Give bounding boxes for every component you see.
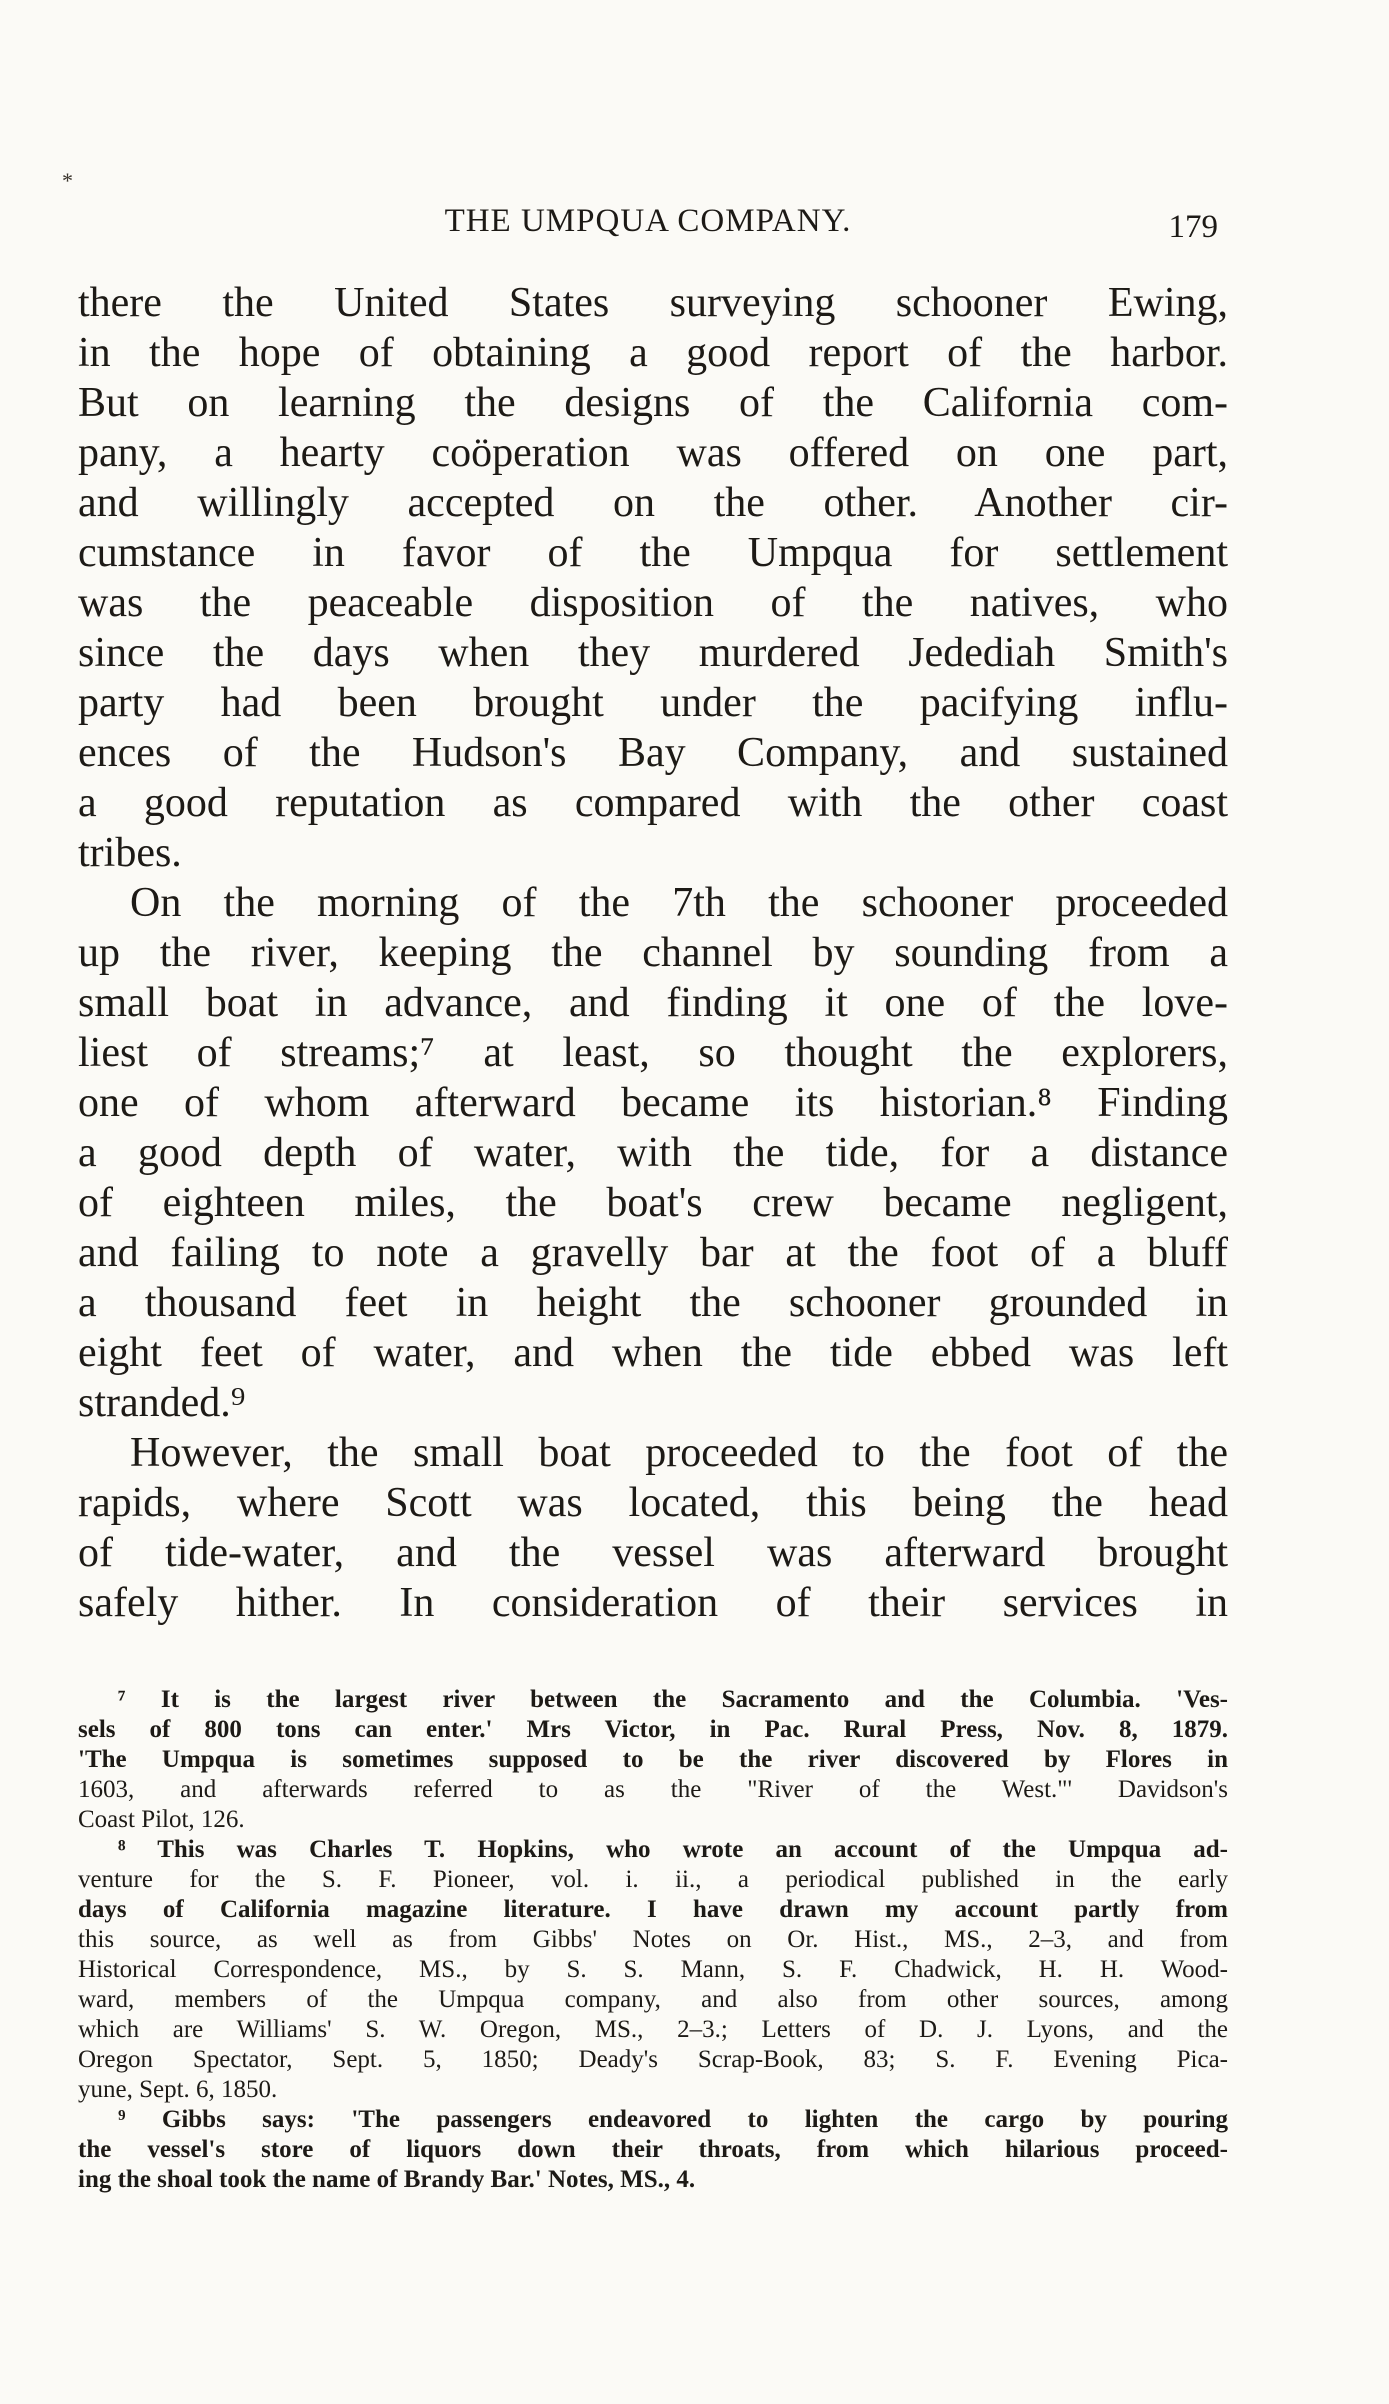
body-line: But on learning the designs of the California com- <box>78 380 1228 426</box>
body-line: a thousand feet in height the schooner grounded in <box>78 1280 1228 1326</box>
body-line: of tide-water, and the vessel was afterward brought <box>78 1530 1228 1576</box>
body-line: since the days when they murdered Jedediah Smith's <box>78 630 1228 676</box>
body-line: one of whom afterward became its historian.⁸ Finding <box>78 1080 1228 1126</box>
page-header <box>78 203 1218 253</box>
footnote-line: 'The Umpqua is sometimes supposed to be the river discovered by Flores in <box>78 1746 1228 1773</box>
footnote-line: days of California magazine literature. I have drawn my account partly from <box>78 1896 1228 1923</box>
body-line: party had been brought under the pacifying influ- <box>78 680 1228 726</box>
footnote-line: this source, as well as from Gibbs' Notes on Or. Hist., MS., 2–3, and from <box>78 1926 1228 1953</box>
body-line: ences of the Hudson's Bay Company, and sustained <box>78 730 1228 776</box>
footnote-line: Coast Pilot, 126. <box>78 1806 245 1833</box>
body-line: of eighteen miles, the boat's crew became negligent, <box>78 1180 1228 1226</box>
body-line: a good depth of water, with the tide, for a distance <box>78 1130 1228 1176</box>
body-line: was the peaceable disposition of the natives, who <box>78 580 1228 626</box>
body-line: However, the small boat proceeded to the foot of the <box>130 1430 1228 1476</box>
footnote-line: 1603, and afterwards referred to as the "River of the West."' Davidson's <box>78 1776 1228 1803</box>
footnote-line: ⁹ Gibbs says: 'The passengers endeavored to lighten the cargo by pouring <box>118 2106 1228 2133</box>
footnote-line: Historical Correspondence, MS., by S. S. Mann, S. F. Chadwick, H. H. Wood- <box>78 1956 1228 1983</box>
body-line: pany, a hearty coöperation was offered on one part, <box>78 430 1228 476</box>
running-head: THE UMPQUA COMPANY. <box>444 203 852 239</box>
footnote-line: sels of 800 tons can enter.' Mrs Victor, in Pac. Rural Press, Nov. 8, 1879. <box>78 1716 1228 1743</box>
footnotes <box>78 1685 1228 2195</box>
body-line: liest of streams;⁷ at least, so thought the explorers, <box>78 1030 1228 1076</box>
footnote-line: venture for the S. F. Pioneer, vol. i. ii., a periodical published in the early <box>78 1866 1228 1893</box>
footnote-line: ward, members of the Umpqua company, and also from other sources, among <box>78 1986 1228 2013</box>
body-line: and failing to note a gravelly bar at the foot of a bluff <box>78 1230 1228 1276</box>
page-number: 179 <box>1168 209 1218 245</box>
body-line: there the United States surveying schooner Ewing, <box>78 280 1228 326</box>
body-line: eight feet of water, and when the tide ebbed was left <box>78 1330 1228 1376</box>
body-line: a good reputation as compared with the other coast <box>78 780 1228 826</box>
footnote-line: yune, Sept. 6, 1850. <box>78 2076 278 2103</box>
body-line: small boat in advance, and finding it one of the love- <box>78 980 1228 1026</box>
body-line: in the hope of obtaining a good report of the harbor. <box>78 330 1228 376</box>
body-line: safely hither. In consideration of their services in <box>78 1580 1228 1626</box>
footnote-line: ⁸ This was Charles T. Hopkins, who wrote an account of the Umpqua ad- <box>118 1836 1228 1863</box>
footnote-line: the vessel's store of liquors down their throats, from which hilarious proceed- <box>78 2136 1228 2163</box>
footnote-line: ⁷ It is the largest river between the Sacramento and the Columbia. 'Ves- <box>118 1686 1228 1713</box>
footnote-line: which are Williams' S. W. Oregon, MS., 2–3.; Letters of D. J. Lyons, and the <box>78 2016 1228 2043</box>
body-line: On the morning of the 7th the schooner proceeded <box>130 880 1228 926</box>
body-text <box>78 278 1228 1628</box>
body-line: rapids, where Scott was located, this being the head <box>78 1480 1228 1526</box>
body-line: up the river, keeping the channel by sounding from a <box>78 930 1228 976</box>
footnote-line: Oregon Spectator, Sept. 5, 1850; Deady's Scrap-Book, 83; S. F. Evening Pica- <box>78 2046 1228 2073</box>
body-line: cumstance in favor of the Umpqua for settlement <box>78 530 1228 576</box>
footnote-line: ing the shoal took the name of Brandy Bar.' Notes, MS., 4. <box>78 2166 696 2193</box>
body-line: and willingly accepted on the other. Another cir- <box>78 480 1228 526</box>
body-line: tribes. <box>78 830 182 876</box>
body-line: stranded.⁹ <box>78 1380 246 1426</box>
margin-mark: * <box>62 168 73 193</box>
